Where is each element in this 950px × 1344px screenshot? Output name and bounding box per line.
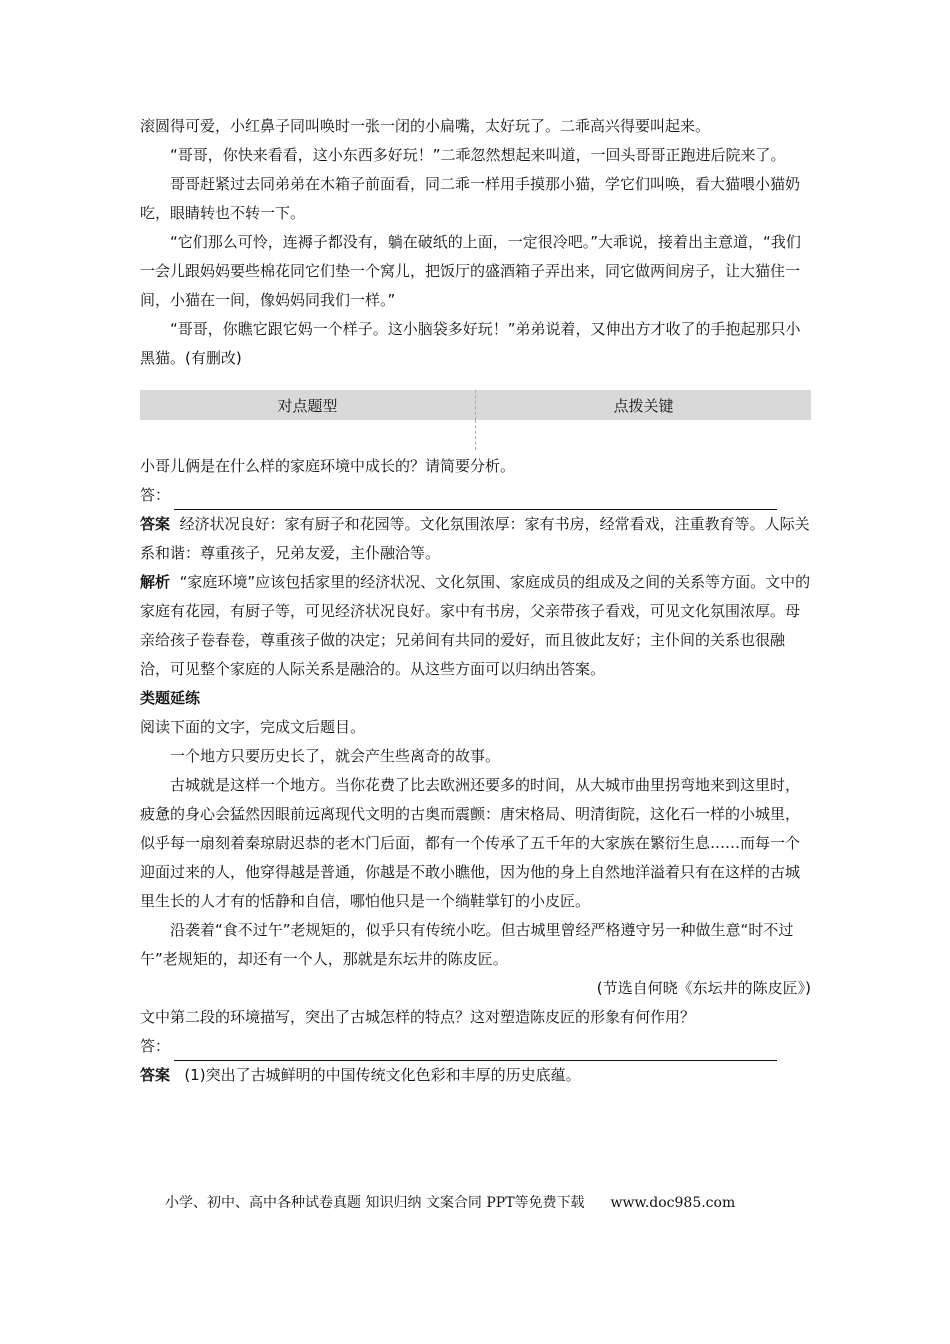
- practice-answer: [140, 1061, 811, 1090]
- answer-prefix: 答：: [140, 1037, 171, 1055]
- story-paragraph-1: 滚圆得可爱，小红鼻子同叫唤时一张一闭的小扁嘴，太好玩了。二乖高兴得要叫起来。: [140, 117, 711, 135]
- practice-source: (节选自何晓《东坛井的陈皮匠》): [596, 979, 811, 997]
- practice-question: 文中第二段的环境描写，突出了古城怎样的特点？这对塑造陈皮匠的形象有何作用？: [140, 1008, 696, 1026]
- table-cell-empty: [476, 420, 812, 450]
- practice-instruction: 阅读下面的文字，完成文后题目。: [140, 718, 366, 736]
- footer: [165, 1192, 735, 1212]
- practice-heading: 类题延练: [140, 689, 201, 707]
- answer-label: 答案: [140, 515, 171, 533]
- table-header-question-type: 对点题型: [140, 390, 476, 420]
- practice-paragraph-2: 古城就是这样一个地方。当你花费了比去欧洲还要多的时间，从大城市曲里拐弯地来到这里时，疲惫的身心会猛然因眼前远离现代文明的古奥而震颤：唐宋格局、明清街院，这化石一样的小城里，似乎每一扇刻着秦琼尉迟恭的老木门后面，都有一个传承了五千年的大家族在繁衍生息……而每一个迎面过来的人，他穿得越是普通，你越是不敢小瞧他，因为他的身上自然地洋溢着只有在这样的古城里生长的人才有的恬静和自信，哪怕他只是一个绱鞋掌钉的小皮匠。: [140, 776, 801, 910]
- answer-label: 答案: [140, 1066, 171, 1084]
- analysis-text: “家庭环境”应该包括家里的经济状况、文化氛围、家庭成员的组成及之间的关系等方面。文中的家庭有花园，有厨子等，可见经济状况良好。家中有书房，父亲带孩子看戏，可见文化氛围浓厚。母亲给孩子卷春卷，尊重孩子做的决定；兄弟间有共同的爱好，而且彼此友好；主仆间的关系也很融洽，可见整个家庭的人际关系是融洽的。从这些方面可以归纳出答案。: [140, 573, 811, 678]
- question-type-table: [140, 390, 811, 450]
- answer-text: (1)突出了古城鲜明的中国传统文化色彩和丰厚的历史底蕴。: [184, 1066, 581, 1084]
- story-paragraph-2: “哥哥，你快来看看，这小东西多好玩！”二乖忽然想起来叫道，一回头哥哥正跑进后院来了。: [170, 146, 786, 164]
- practice-paragraph-3: 沿袭着“食不过午”老规矩的，似乎只有传统小吃。但古城里曾经严格遵守另一种做生意“时不过午”老规矩的，却还有一个人，那就是东坛井的陈皮匠。: [140, 921, 794, 968]
- practice-answer-line: [140, 1032, 811, 1061]
- story-paragraph-4: “它们那么可怜，连褥子都没有，躺在破纸的上面，一定很冷吧。”大乖说，接着出主意道，“我们一会儿跟妈妈要些棉花同它们垫一个窝儿，把饭厅的盛酒箱子弄出来，同它做两间房子，让大猫住一间，小猫在一间，像妈妈同我们一样。”: [140, 233, 801, 309]
- q1-answer-line: [140, 481, 811, 510]
- story-paragraph-5: “哥哥，你瞧它跟它妈一个样子。这小脑袋多好玩！”弟弟说着，又伸出方才收了的手抱起那只小黑猫。(有删改): [140, 320, 801, 367]
- practice-paragraph-1: 一个地方只要历史长了，就会产生些离奇的故事。: [170, 747, 501, 765]
- table-cell-empty: [140, 420, 476, 450]
- answer-blank: [174, 1044, 777, 1061]
- answer-prefix: 答：: [140, 486, 171, 504]
- analysis-label: 解析: [140, 573, 171, 591]
- footer-site-link[interactable]: www.doc985.com: [610, 1195, 736, 1211]
- q1-answer: [140, 510, 811, 568]
- q1-question: 小哥儿俩是在什么样的家庭环境中成长的？请简要分析。: [140, 457, 516, 475]
- q1-analysis: [140, 568, 811, 684]
- table-header-key-points: 点拨关键: [476, 390, 812, 420]
- answer-text: 经济状况良好：家有厨子和花园等。文化氛围浓厚：家有书房，经常看戏，注重教育等。人际关系和谐：尊重孩子，兄弟友爱，主仆融洽等。: [140, 515, 810, 562]
- document-page: [140, 112, 811, 1090]
- footer-text: 小学、初中、高中各种试卷真题 知识归纳 文案合同 PPT等免费下载: [165, 1195, 585, 1211]
- story-paragraph-3: 哥哥赶紧过去同弟弟在木箱子前面看，同二乖一样用手摸那小猫，学它们叫唤，看大猫喂小猫奶吃，眼睛转也不转一下。: [140, 175, 801, 222]
- answer-blank: [174, 493, 777, 510]
